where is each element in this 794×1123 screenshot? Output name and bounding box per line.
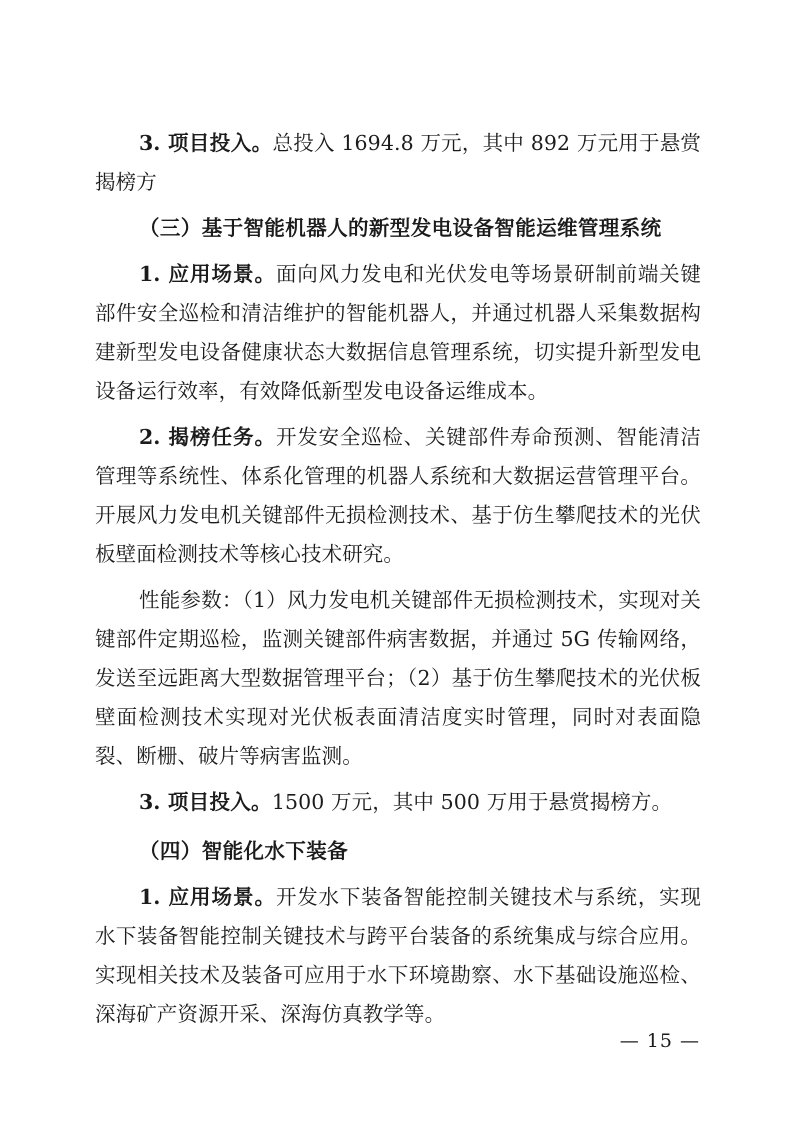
block-spacer (95, 411, 701, 418)
paragraph-lead-title: 项目投入。 (167, 790, 272, 814)
block-spacer (95, 574, 701, 581)
page-number-footer: — 15 — (619, 1030, 700, 1052)
paragraph-lead-in (139, 425, 276, 449)
paragraph-lead-in (139, 885, 276, 909)
block-spacer (95, 871, 701, 878)
paragraph-lead-title: 揭榜任务。 (168, 425, 276, 449)
paragraph-project-investment-three (95, 783, 701, 822)
paragraph-performance-parameters-three: 性能参数：（1）风力发电机关键部件无损检测技术，实现对关键部件定期巡检，监测关键部件病害数据，并通过 5G 传输网络，发送至远距离大型数据管理平台；（2）基于仿生攀爬技术的光伏板壁面检测技术实现对光伏板表面清洁度实时管理，同时对表面隐裂、断栅、破片等病害监测。 (95, 588, 701, 768)
paragraph-project-investment-carryover (95, 124, 701, 202)
block-spacer (95, 202, 701, 209)
paragraph-lead-title: 应用场景。 (168, 885, 276, 909)
paragraph-application-scenario-four (95, 878, 701, 1034)
paragraph-lead-number: 3. (139, 131, 161, 155)
paragraph-lead-title: 应用场景。 (168, 262, 276, 286)
paragraph-lead-in (139, 790, 272, 814)
page-content (95, 124, 701, 1034)
block-spacer (95, 248, 701, 255)
paragraph-lead-number: 3. (139, 790, 161, 814)
paragraph-lead-title: 项目投入。 (167, 131, 273, 155)
paragraph-lead-number: 1. (139, 262, 161, 286)
paragraph-body: 面向风力发电和光伏发电等场景研制前端关键部件安全巡检和清洁维护的智能机器人，并通过机器人采集数据构建新型发电设备健康状态大数据信息管理系统，切实提升新型发电设备运行效率，有效降低新型发电设备运维成本。 (95, 262, 702, 403)
paragraph-bidding-task-three (95, 418, 701, 574)
paragraph-body: 1500 万元，其中 500 万用于悬赏揭榜方。 (271, 790, 673, 814)
block-spacer (95, 822, 701, 832)
paragraph-lead-in (139, 131, 273, 155)
paragraph-application-scenario-three (95, 255, 701, 411)
paragraph-lead-in (139, 262, 276, 286)
paragraph-body: 总投入 1694.8 万元，其中 892 万元用于悬赏揭榜方 (95, 131, 702, 194)
paragraph-body: 开发水下装备智能控制关键技术与系统，实现水下装备智能控制关键技术与跨平台装备的系统集成与综合应用。实现相关技术及装备可应用于水下环境勘察、水下基础设施巡检、深海矿产资源开采、深海仿真教学等。 (95, 885, 702, 1026)
paragraph-body: 开发安全巡检、关键部件寿命预测、智能清洁管理等系统性、体系化管理的机器人系统和大数据运营管理平台。开展风力发电机关键部件无损检测技术、基于仿生攀爬技术的光伏板壁面检测技术等核心技术研究。 (95, 425, 702, 566)
paragraph-lead-number: 2. (139, 425, 161, 449)
section-heading-three: （三）基于智能机器人的新型发电设备智能运维管理系统 (139, 216, 662, 240)
block-spacer (95, 776, 701, 783)
paragraph-lead-number: 1. (139, 885, 161, 909)
section-heading-four: （四）智能化水下装备 (139, 839, 348, 863)
